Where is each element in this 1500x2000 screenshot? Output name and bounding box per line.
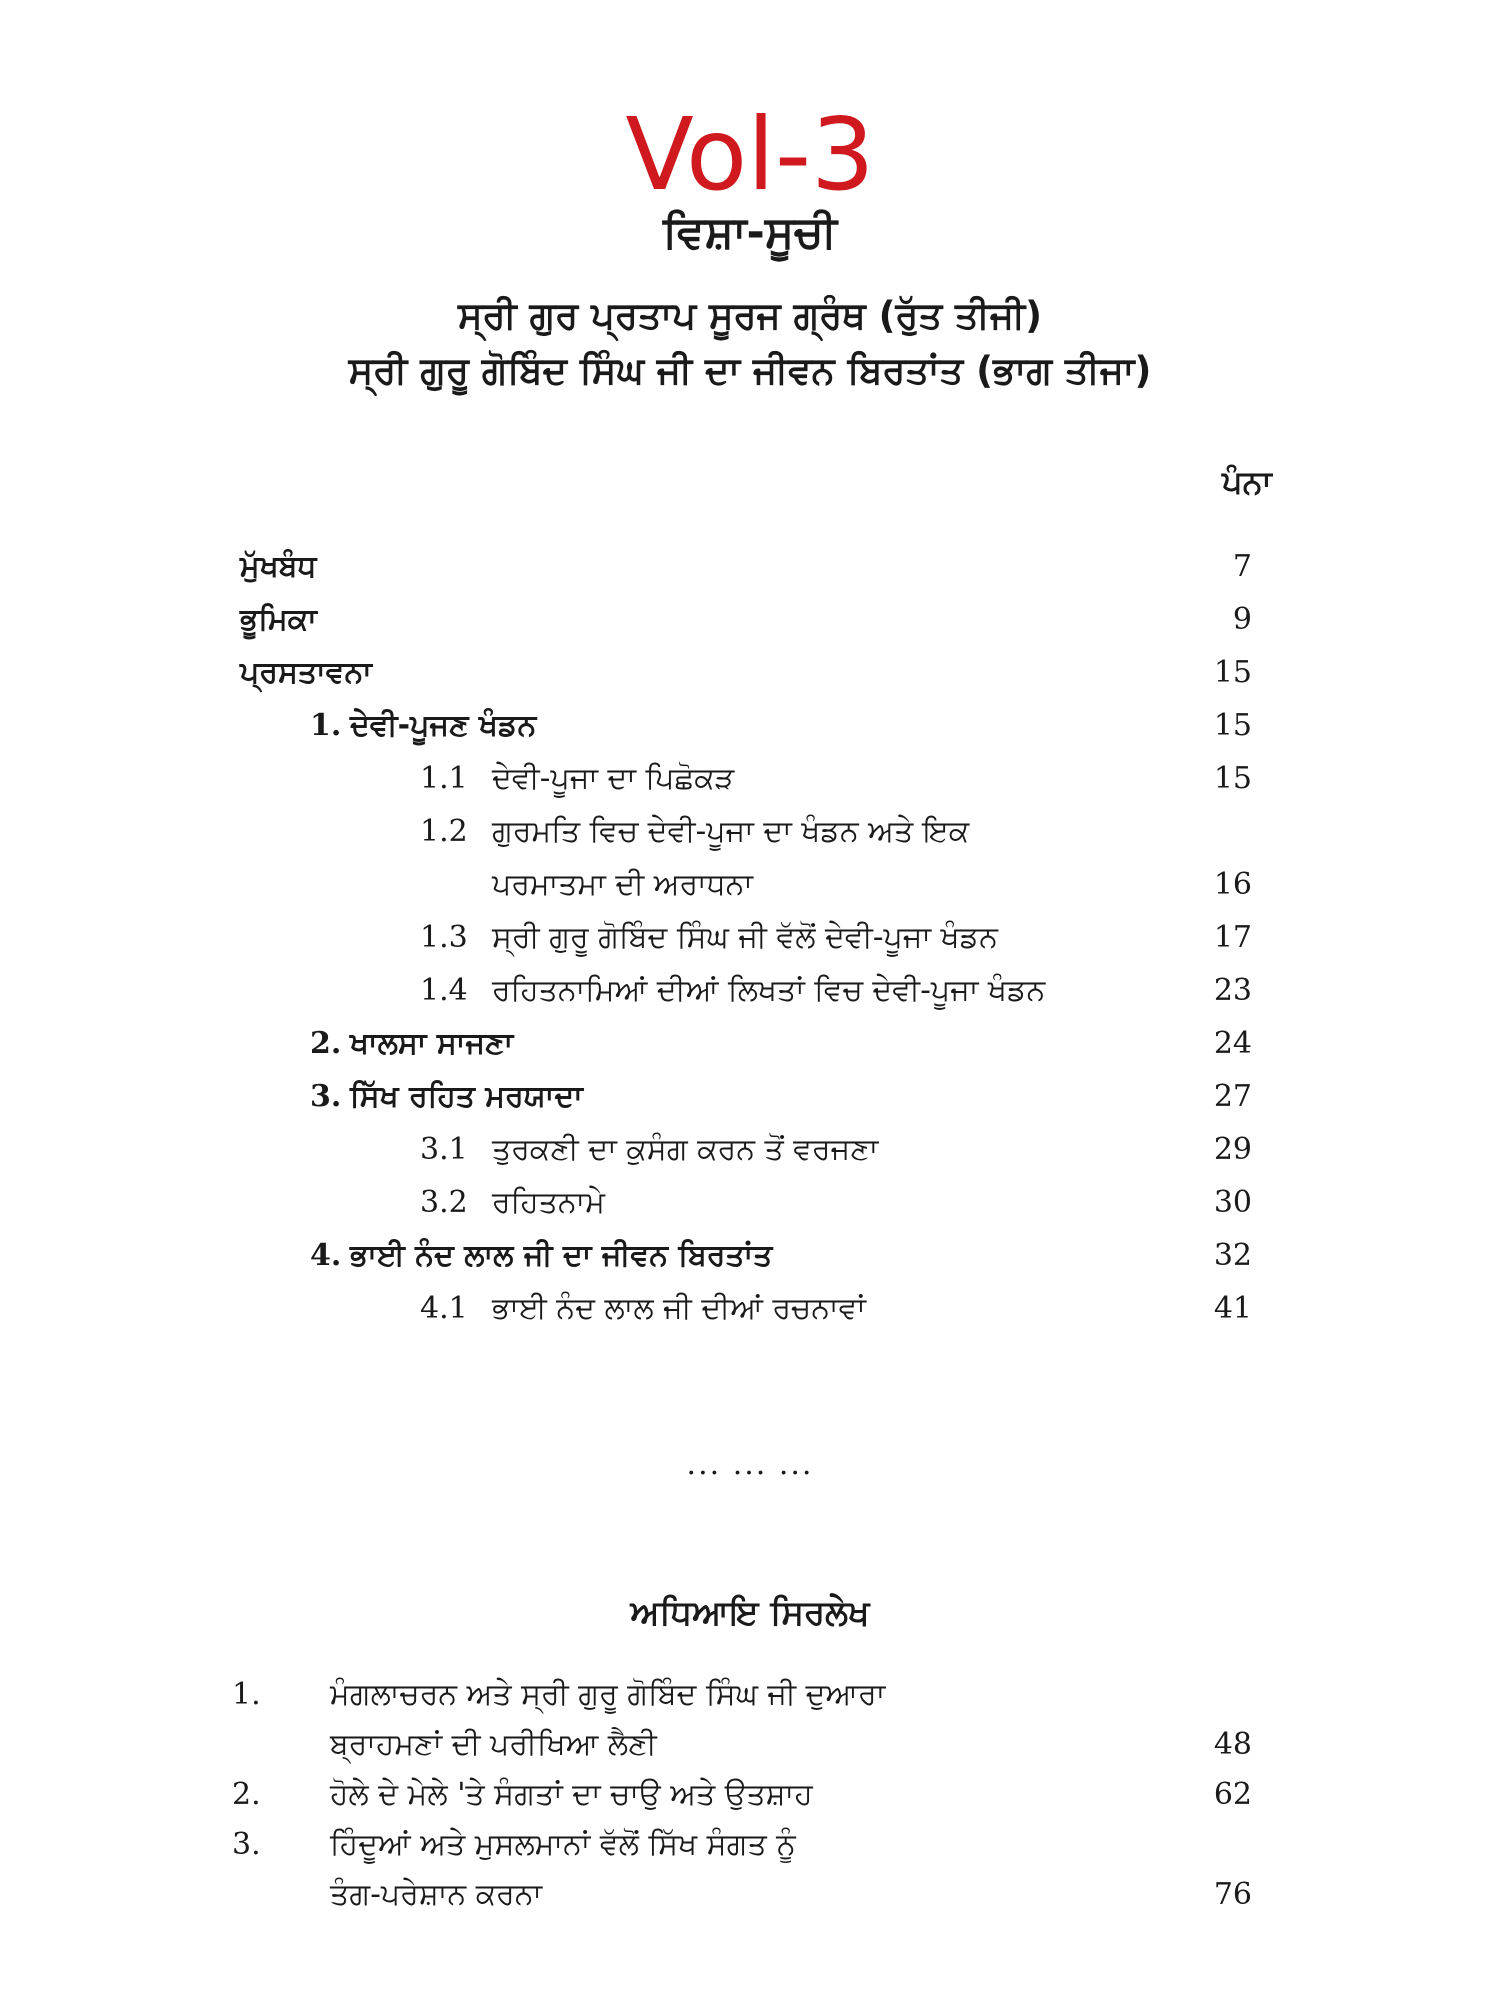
toc-entry-title: ਖਾਲਸਾ ਸਾਜਣਾ: [350, 1026, 514, 1061]
toc-entry: [0, 699, 1500, 752]
toc-entry-page: 15: [1213, 708, 1252, 743]
toc-entry-number: 3.2: [420, 1185, 468, 1220]
chapter-entry: [0, 1820, 1500, 1870]
chapter-title: ਤੰਗ-ਪਰੇਸ਼ਾਨ ਕਰਨਾ: [330, 1877, 543, 1912]
toc-entry-number: 1.: [310, 708, 342, 743]
chapter-list: [0, 1670, 1500, 1920]
toc-entry: [0, 1229, 1500, 1282]
toc-entry-title: ਭਾਈ ਨੰਦ ਲਾਲ ਜੀ ਦਾ ਜੀਵਨ ਬਿਰਤਾਂਤ: [350, 1238, 773, 1273]
chapter-entry: [0, 1770, 1500, 1820]
chapter-page: 76: [1213, 1877, 1252, 1912]
toc-entry-title: ਭਾਈ ਨੰਦ ਲਾਲ ਜੀ ਦੀਆਂ ਰਚਨਾਵਾਂ: [492, 1291, 866, 1326]
toc-entry: [0, 752, 1500, 805]
toc-entry-title: ਦੇਵੀ-ਪੂਜਣ ਖੰਡਨ: [350, 708, 537, 743]
chapter-entry: [0, 1670, 1500, 1720]
toc-entry-page: 30: [1213, 1185, 1252, 1220]
toc-entry-title: ਭੂਮਿਕਾ: [240, 602, 317, 637]
toc-entry-number: 4.: [310, 1238, 342, 1273]
toc-entry: [0, 1070, 1500, 1123]
toc-entry-title: ਤੁਰਕਣੀ ਦਾ ਕੁਸੰਗ ਕਰਨ ਤੋਂ ਵਰਜਣਾ: [492, 1132, 879, 1167]
chapter-title: ਹਿੰਦੂਆਂ ਅਤੇ ਮੁਸਲਮਾਨਾਂ ਵੱਲੋਂ ਸਿੱਖ ਸੰਗਤ ਨੂੰ: [330, 1827, 796, 1862]
volume-label: Vol-3: [625, 96, 875, 213]
toc-entry-title: ਪਰਮਾਤਮਾ ਦੀ ਅਰਾਧਨਾ: [492, 867, 753, 902]
book-subtitle-2: ਸ੍ਰੀ ਗੁਰੂ ਗੋਬਿੰਦ ਸਿੰਘ ਜੀ ਦਾ ਜੀਵਨ ਬਿਰਤਾਂਤ (ਭਾਗ ਤੀਜਾ): [348, 349, 1152, 392]
toc-entry-title: ਰਹਿਤਨਾਮੇ: [492, 1185, 605, 1220]
toc-entry-number: 4.1: [420, 1291, 468, 1326]
section-separator: ... ... ...: [686, 1447, 814, 1482]
toc-entry-page: 17: [1213, 920, 1252, 955]
toc-entry-title: ਸ੍ਰੀ ਗੁਰੂ ਗੋਬਿੰਦ ਸਿੰਘ ਜੀ ਵੱਲੋਂ ਦੇਵੀ-ਪੂਜਾ ਖੰਡਨ: [492, 920, 998, 955]
toc-list: [0, 540, 1500, 1335]
chapter-number: 3.: [232, 1827, 261, 1862]
toc-entry-page: 27: [1213, 1079, 1252, 1114]
toc-entry-page: 15: [1213, 655, 1252, 690]
toc-entry: [0, 646, 1500, 699]
chapter-title: ਮੰਗਲਾਚਰਨ ਅਤੇ ਸ੍ਰੀ ਗੁਰੂ ਗੋਬਿੰਦ ਸਿੰਘ ਜੀ ਦੁਆਰਾ: [330, 1677, 886, 1712]
toc-entry-number: 1.1: [420, 761, 468, 796]
toc-entry-page: 41: [1213, 1291, 1252, 1326]
toc-entry: [0, 964, 1500, 1017]
chapter-number: 2.: [232, 1777, 261, 1812]
toc-entry: [0, 911, 1500, 964]
toc-entry-title: ਸਿੱਖ ਰਹਿਤ ਮਰਯਾਦਾ: [350, 1079, 583, 1114]
toc-entry: [0, 1176, 1500, 1229]
toc-entry-page: 24: [1213, 1026, 1252, 1061]
toc-entry-title: ਦੇਵੀ-ਪੂਜਾ ਦਾ ਪਿਛੋਕੜ: [492, 761, 735, 796]
toc-entry-title: ਰਹਿਤਨਾਮਿਆਂ ਦੀਆਂ ਲਿਖਤਾਂ ਵਿਚ ਦੇਵੀ-ਪੂਜਾ ਖੰਡਨ: [492, 973, 1046, 1008]
toc-entry-page: 16: [1213, 867, 1252, 902]
chapter-title: ਹੋਲੇ ਦੇ ਮੇਲੇ 'ਤੇ ਸੰਗਤਾਂ ਦਾ ਚਾਉ ਅਤੇ ਉਤਸ਼ਾਹ: [330, 1777, 813, 1812]
toc-entry-title: ਗੁਰਮਤਿ ਵਿਚ ਦੇਵੀ-ਪੂਜਾ ਦਾ ਖੰਡਨ ਅਤੇ ਇਕ: [492, 814, 970, 849]
toc-entry-title: ਮੁੱਖਬੰਧ: [240, 549, 317, 584]
page-column-heading: ਪੰਨਾ: [1222, 463, 1272, 501]
toc-entry-number: 1.3: [420, 920, 468, 955]
toc-entry-number: 3.1: [420, 1132, 468, 1167]
toc-entry-page: 7: [1232, 549, 1252, 584]
toc-title: ਵਿਸ਼ਾ-ਸੂਚੀ: [662, 207, 838, 258]
toc-entry: [0, 593, 1500, 646]
toc-entry-page: 23: [1213, 973, 1252, 1008]
toc-entry: [0, 1282, 1500, 1335]
toc-entry-page: 32: [1213, 1238, 1252, 1273]
toc-entry-number: 1.4: [420, 973, 468, 1008]
toc-entry-page: 29: [1213, 1132, 1252, 1167]
toc-entry: [0, 1123, 1500, 1176]
toc-entry: [0, 540, 1500, 593]
chapter-entry-continuation: [0, 1870, 1500, 1920]
toc-entry-number: 3.: [310, 1079, 342, 1114]
toc-entry-number: 1.2: [420, 814, 468, 849]
toc-entry: [0, 1017, 1500, 1070]
toc-entry-continuation: [0, 858, 1500, 911]
chapter-page: 48: [1213, 1727, 1252, 1762]
chapter-title: ਬ੍ਰਾਹਮਣਾਂ ਦੀ ਪਰੀਖਿਆ ਲੈਣੀ: [330, 1727, 657, 1762]
book-subtitle-1: ਸ੍ਰੀ ਗੁਰ ਪ੍ਰਤਾਪ ਸੂਰਜ ਗ੍ਰੰਥ (ਰੁੱਤ ਤੀਜੀ): [457, 294, 1043, 337]
toc-entry-title: ਪ੍ਰਸਤਾਵਨਾ: [240, 655, 372, 690]
toc-entry-page: 15: [1213, 761, 1252, 796]
chapter-entry-continuation: [0, 1720, 1500, 1770]
chapter-list-heading: ਅਧਿਆਇ ਸਿਰਲੇਖ: [630, 1593, 870, 1633]
toc-entry-page: 9: [1232, 602, 1252, 637]
chapter-page: 62: [1213, 1777, 1252, 1812]
chapter-number: 1.: [232, 1677, 261, 1712]
toc-entry: [0, 805, 1500, 858]
toc-entry-number: 2.: [310, 1026, 342, 1061]
